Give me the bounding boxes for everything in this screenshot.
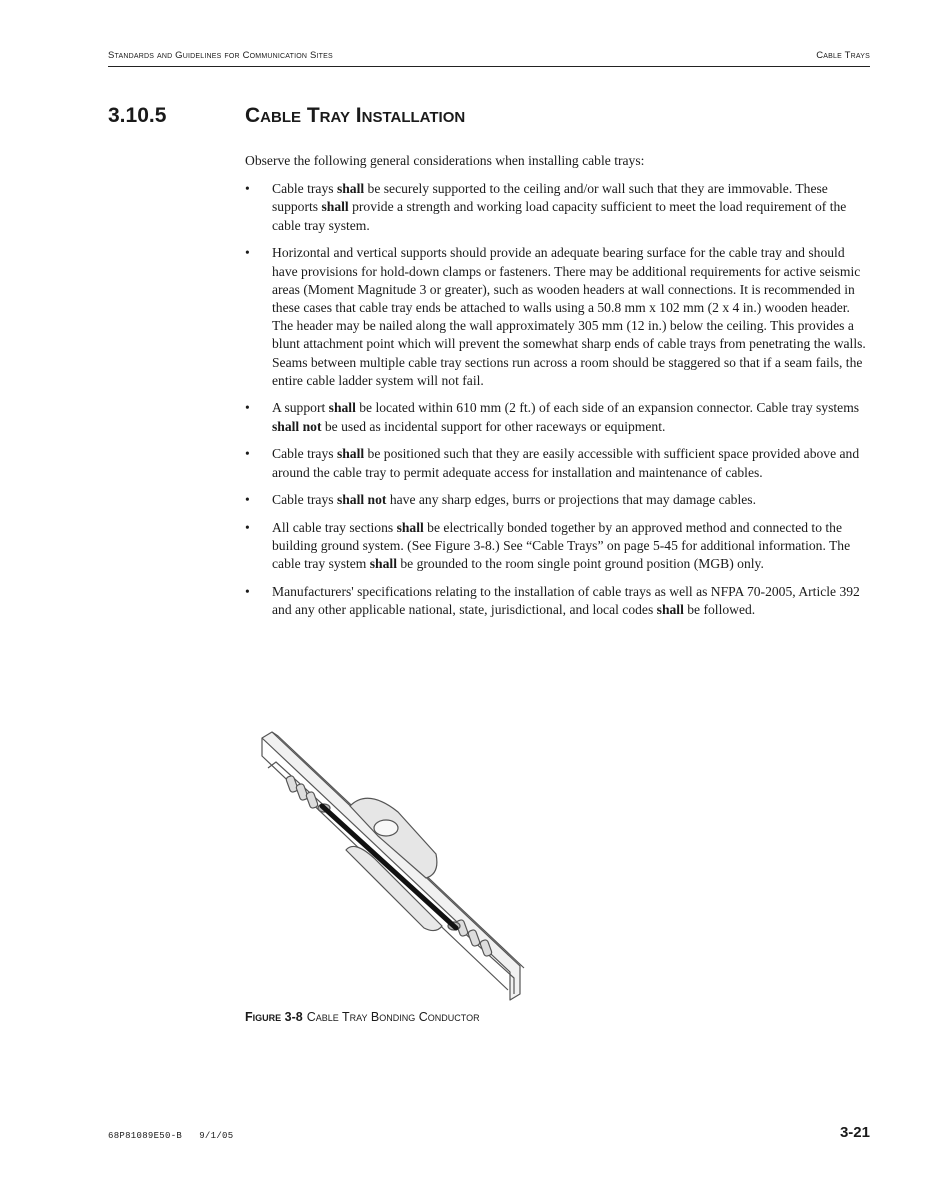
bullet-marker: • xyxy=(245,400,250,416)
bullet-item xyxy=(245,244,870,390)
intro-paragraph: Observe the following general considerations when installing cable trays: xyxy=(245,153,645,168)
bullet-list xyxy=(245,180,870,619)
bullet-marker: • xyxy=(245,584,250,600)
bullet-text: have any sharp edges, burrs or projections that may damage cables. xyxy=(386,492,756,508)
header-left: Standards and Guidelines for Communication Sites xyxy=(108,50,333,61)
bullet-text: Cable trays xyxy=(272,181,337,197)
bold-term: shall not xyxy=(336,492,387,508)
bullet-text: be electrically bonded together by an approved method and connected to the building ground system. (See Figure 3-8.) See “Cable Trays” on page 5-45 for additional information. The cable tray system xyxy=(272,519,851,572)
figure-caption-text: Cable Tray Bonding Conductor xyxy=(306,1010,480,1024)
bold-term: shall xyxy=(336,181,365,197)
bullet-text: be used as incidental support for other raceways or equipment. xyxy=(321,418,666,434)
bullet-text: be grounded to the room single point ground position (MGB) only. xyxy=(396,556,764,572)
footer-date: 9/1/05 xyxy=(199,1131,234,1141)
bullet-marker: • xyxy=(245,181,250,197)
bullet-marker: • xyxy=(245,492,250,508)
bullet-text: be followed. xyxy=(683,602,756,618)
bullet-text: All cable tray sections xyxy=(272,519,397,535)
bold-term: shall xyxy=(328,400,356,416)
bullet-item xyxy=(245,445,870,481)
section-title: Cable Tray Installation xyxy=(245,104,466,127)
section-body xyxy=(245,152,870,629)
bullet-text: be located within 610 mm (2 ft.) of each side of an expansion connector. Cable tray systems xyxy=(355,400,860,416)
bold-term: shall xyxy=(321,199,349,215)
bold-term: shall xyxy=(336,446,365,462)
bullet-text: provide a strength and working load capacity sufficient to meet the load requirement of the cable tray system. xyxy=(272,199,847,233)
bold-term: shall xyxy=(369,556,397,572)
bold-term: shall not xyxy=(272,418,322,434)
bullet-item xyxy=(245,180,870,235)
footer-doc-info xyxy=(108,1131,233,1141)
bullet-marker: • xyxy=(245,245,250,261)
header-right: Cable Trays xyxy=(816,50,870,61)
bullet-text: be positioned such that they are easily accessible with sufficient space provided above and around the cable tray to permit adequate access for installation and maintenance of cables. xyxy=(272,446,860,480)
bullet-marker: • xyxy=(245,519,250,535)
bullet-item xyxy=(245,399,870,435)
bold-term: shall xyxy=(656,602,684,618)
bold-term: shall xyxy=(396,519,424,535)
footer-doc-id: 68P81089E50-B xyxy=(108,1131,183,1141)
bullet-text: Cable trays xyxy=(272,492,337,508)
section-number: 3.10.5 xyxy=(108,104,167,127)
bullet-text: Cable trays xyxy=(272,446,337,462)
bullet-text: A support xyxy=(272,400,329,416)
figure-caption xyxy=(245,1010,480,1024)
bullet-text: Horizontal and vertical supports should provide an adequate bearing surface for the cable tray and should have provisions for hold-down clamps or fasteners. There may be additional requirements for active seismic areas (Moment Magnitude 3 or greater), such as wooden headers at wall connections. It is recommended in these cases that cable tray ends be attached to walls using a 50.8 mm x 102 mm (2 x 4 in.) wooden header. The header may be nailed along the wall approximately 305 mm (12 in.) below the ceiling. This provides a blunt attachment point which will prevent the somewhat sharp ends of cable trays from penetrating the walls. Seams between multiple cable tray sections run across a room should be staggered so that if a seam fails, the entire cable ladder system will not fail. xyxy=(272,245,866,388)
bullet-marker: • xyxy=(245,446,250,462)
figure-label: Figure 3-8 xyxy=(245,1010,303,1024)
bullet-text: Manufacturers' specifications relating to the installation of cable trays as well as NFPA 70-2005, Article 392 and any other applicable national, state, jurisdictional, and local codes xyxy=(272,584,860,618)
cable-tray-bonding-figure xyxy=(258,728,528,1003)
bullet-text: be securely supported to the ceiling and/or wall such that they are immovable. These supports xyxy=(272,181,828,215)
page-number: 3-21 xyxy=(839,1124,870,1141)
bullet-item xyxy=(245,583,870,619)
bullet-item xyxy=(245,519,870,574)
running-header xyxy=(108,48,870,67)
bullet-item xyxy=(245,491,870,509)
